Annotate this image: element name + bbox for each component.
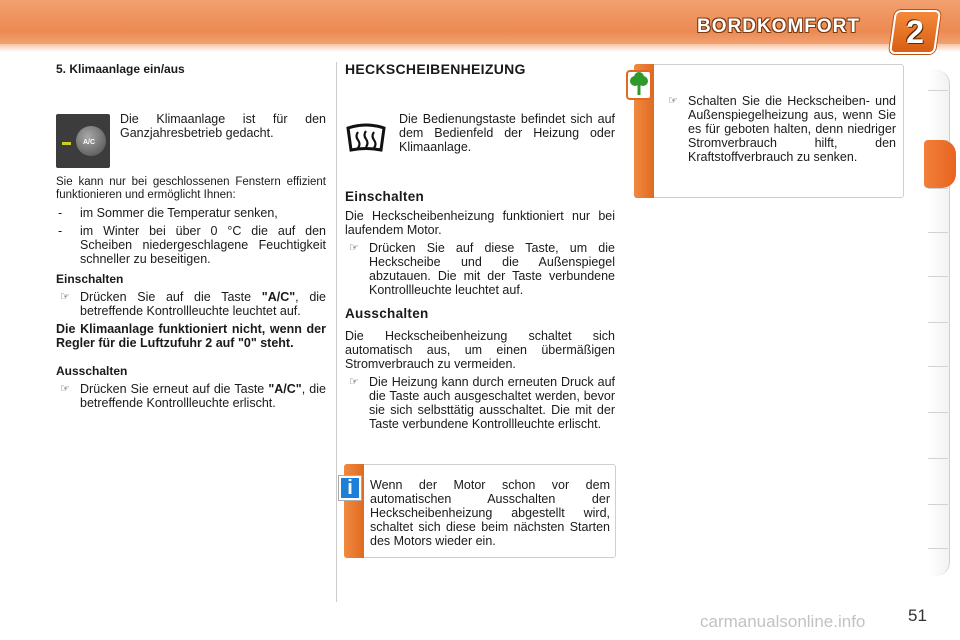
ac-off-heading: Ausschalten	[56, 364, 128, 378]
info-icon: i	[339, 476, 361, 500]
rear-defrost-heading: HECKSCHEIBENHEIZUNG	[345, 61, 526, 77]
eco-tip	[664, 94, 896, 164]
left-column	[56, 62, 326, 410]
instruction-text: Drücken Sie auf die Taste	[80, 290, 262, 304]
pointing-hand-icon: ☞	[60, 383, 70, 395]
chapter-number: 2	[906, 14, 924, 50]
ac-on-instruction	[56, 290, 326, 318]
instruction-text: , die betreffende Kontrollleuchte erlischt.	[80, 382, 326, 410]
tab-separator	[928, 188, 948, 189]
chapter-badge	[889, 10, 941, 54]
header-fade	[0, 44, 960, 52]
key-label: "A/C"	[268, 382, 302, 396]
tab-separator	[928, 458, 948, 459]
dash-marker: -	[58, 206, 63, 220]
instruction-text: Die Heizung kann durch erneuten Druck auf die Taste auch ausgeschaltet werden, bevor sie sich selbsttätig ausschaltet. Die mit der Taste verbundene Kontrollleuchte erlischt.	[369, 375, 615, 431]
ac-heading: 5. Klimaanlage ein/aus	[56, 62, 185, 76]
pointing-hand-icon: ☞	[60, 291, 70, 303]
rear-defrost-off-heading: Ausschalten	[345, 306, 429, 321]
column-divider	[336, 62, 337, 602]
ac-warning: Die Klimaanlage funktioniert nicht, wenn der Regler für die Luftzufuhr 2 auf "0" steht.	[56, 322, 326, 350]
list-item	[56, 224, 326, 266]
list-item-text: im Winter bei über 0 °C die auf den Scheiben niedergeschlagene Feuchtigkeit schneller zu beseitigen.	[80, 224, 326, 266]
ac-paragraph: Sie kann nur bei geschlossenen Fenstern effizient funktionieren und ermöglicht Ihnen:	[56, 176, 326, 201]
tab-separator	[928, 90, 948, 91]
ac-indicator-led	[62, 142, 71, 145]
instruction-text: Drücken Sie auf diese Taste, um die Heckscheibe und die Außenspiegel abzutauen. Die mit der Taste verbundene Kontrollleuchte leuchtet auf.	[369, 241, 615, 297]
rear-defrost-on-heading: Einschalten	[345, 189, 425, 204]
tab-separator	[928, 322, 948, 323]
rear-defrost-off-instruction	[345, 375, 615, 431]
ac-intro-text: Die Klimaanlage ist für den Ganzjahresbetrieb gedacht.	[120, 112, 326, 140]
rear-defrost-on-text: Die Heckscheibenheizung funktioniert nur bei laufendem Motor.	[345, 209, 615, 237]
ac-button-icon	[56, 114, 110, 168]
eco-tip-text: Schalten Sie die Heckscheiben- und Außenspiegelheizung aus, wenn Sie es für geboten halten, denn niedriger Stromverbrauch hilft, den Kraftstoffverbrauch zu senken.	[688, 94, 896, 164]
info-note-text: Wenn der Motor schon vor dem automatischen Ausschalten der Heckscheibenheizung abgestellt wird, schaltet sich diese beim nächsten Starten des Motors wieder ein.	[370, 478, 610, 548]
tab-separator	[928, 232, 948, 233]
rear-defrost-off-text: Die Heckscheibenheizung schaltet sich automatisch aus, um einen übermäßigen Stromverbrauch zu vermeiden.	[345, 329, 615, 371]
watermark: carmanualsonline.info	[700, 612, 866, 631]
section-title: BORDKOMFORT	[697, 16, 860, 37]
rear-defrost-on-instruction	[345, 241, 615, 297]
eco-tip-instruction	[664, 94, 896, 164]
pointing-hand-icon: ☞	[349, 376, 359, 388]
instruction-text: Drücken Sie erneut auf die Taste	[80, 382, 269, 396]
middle-column	[345, 62, 615, 431]
ac-on-heading: Einschalten	[56, 272, 124, 286]
ac-off-instruction	[56, 382, 326, 410]
ac-key-label: A/C	[83, 139, 96, 146]
ac-intro-block	[56, 76, 326, 176]
active-chapter-tab[interactable]	[924, 140, 956, 188]
list-item-text: im Sommer die Temperatur senken,	[80, 206, 278, 220]
eco-tree-icon	[626, 70, 652, 100]
dash-marker: -	[58, 224, 63, 238]
tab-separator	[928, 504, 948, 505]
list-item	[56, 206, 326, 220]
tab-separator	[928, 412, 948, 413]
key-label: "A/C"	[261, 290, 296, 304]
tab-separator	[928, 548, 948, 549]
rear-defrost-intro-block	[345, 76, 615, 168]
instruction-text: , die betreffende Kontrollleuchte leuchtet auf.	[80, 290, 326, 318]
tab-separator	[928, 366, 948, 367]
page-number: 51	[908, 606, 927, 625]
tab-separator	[928, 276, 948, 277]
rear-defrost-intro: Die Bedienungstaste befindet sich auf dem Bedienfeld der Heizung oder Klimaanlage.	[399, 112, 615, 154]
pointing-hand-icon: ☞	[668, 95, 678, 107]
rear-window-defrost-icon	[345, 120, 387, 154]
pointing-hand-icon: ☞	[349, 242, 359, 254]
